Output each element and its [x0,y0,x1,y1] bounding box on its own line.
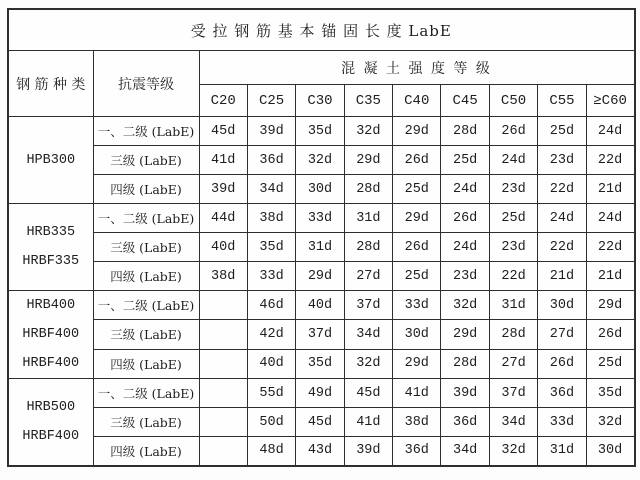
value-cell: 28d [441,117,489,146]
value-cell: 39d [441,379,489,408]
value-cell: 37d [489,379,537,408]
value-cell: 32d [296,146,344,175]
value-cell: 22d [586,233,634,262]
value-cell: 38d [393,408,441,437]
value-cell: 41d [199,146,247,175]
value-cell [199,408,247,437]
value-cell: 32d [489,437,537,466]
seismic-grade-label-cell: 一、二级 (LabE) [93,204,199,233]
value-cell [199,291,247,320]
value-cell: 37d [296,320,344,349]
value-cell: 28d [344,233,392,262]
value-cell: 22d [538,233,586,262]
value-cell: 33d [296,204,344,233]
value-cell: 23d [441,262,489,291]
table-row [8,349,635,378]
value-cell: 34d [441,437,489,466]
grade-header-cell: ≥C60 [586,85,634,117]
rebar-type-line: HPB300 [26,152,76,168]
table-row [8,291,635,320]
value-cell: 36d [538,379,586,408]
value-cell: 50d [247,408,295,437]
rebar-type-line: HRBF400 [22,356,80,371]
value-cell: 39d [344,437,392,466]
table-row [8,379,635,408]
value-cell: 21d [538,262,586,291]
value-cell: 31d [489,291,537,320]
value-cell: 45d [296,408,344,437]
value-cell: 23d [489,233,537,262]
value-cell: 26d [441,204,489,233]
value-cell [199,437,247,466]
table-row [8,204,635,233]
table-row [8,233,635,262]
value-cell [199,349,247,378]
seismic-grade-label-cell: 四级 (LabE) [93,437,199,466]
table-row [8,175,635,204]
value-cell: 29d [441,320,489,349]
value-cell: 34d [247,175,295,204]
value-cell: 33d [538,408,586,437]
value-cell: 25d [538,117,586,146]
seismic-grade-label-cell: 一、二级 (LabE) [93,117,199,146]
value-cell: 25d [393,175,441,204]
value-cell: 31d [296,233,344,262]
value-cell: 45d [199,117,247,146]
value-cell: 24d [441,233,489,262]
value-cell: 35d [247,233,295,262]
value-cell: 41d [393,379,441,408]
seismic-grade-label-cell: 三级 (LabE) [93,146,199,175]
value-cell: 24d [586,204,634,233]
value-cell: 36d [247,146,295,175]
value-cell: 42d [247,320,295,349]
seismic-grade-label-cell: 三级 (LabE) [93,408,199,437]
concrete-strength-group-header: 混 凝 土 强 度 等 级 [199,51,635,85]
rebar-type-line: HRB400 [26,298,76,313]
grade-header-cell: C30 [296,85,344,117]
table-row [8,320,635,349]
value-cell: 45d [344,379,392,408]
value-cell: 26d [489,117,537,146]
value-cell: 36d [441,408,489,437]
rebar-type-line: HRBF400 [22,327,80,342]
value-cell: 24d [441,175,489,204]
rebar-type-line: HRBF335 [22,254,80,269]
grade-header-cell: C35 [344,85,392,117]
grade-header-cell: C25 [247,85,295,117]
value-cell: 21d [586,262,634,291]
value-cell: 43d [296,437,344,466]
value-cell: 38d [247,204,295,233]
value-cell: 40d [247,349,295,378]
grade-header-cell: C40 [393,85,441,117]
value-cell: 37d [344,291,392,320]
value-cell: 35d [586,379,634,408]
value-cell: 31d [538,437,586,466]
seismic-grade-label-cell: 四级 (LabE) [93,175,199,204]
value-cell: 26d [393,233,441,262]
value-cell: 28d [344,175,392,204]
value-cell: 27d [344,262,392,291]
value-cell: 32d [344,117,392,146]
value-cell: 55d [247,379,295,408]
seismic-grade-label-cell: 四级 (LabE) [93,262,199,291]
rebar-type-cell [8,117,93,204]
table-row [8,262,635,291]
value-cell: 35d [296,117,344,146]
value-cell [199,320,247,349]
table-row [8,146,635,175]
seismic-grade-label-cell: 三级 (LabE) [93,320,199,349]
value-cell: 32d [441,291,489,320]
value-cell: 22d [538,175,586,204]
value-cell: 24d [489,146,537,175]
value-cell: 29d [393,204,441,233]
value-cell: 33d [393,291,441,320]
seismic-grade-label-cell: 三级 (LabE) [93,233,199,262]
table-body [8,117,635,466]
value-cell: 23d [538,146,586,175]
value-cell: 36d [393,437,441,466]
value-cell: 28d [489,320,537,349]
rebar-type-cell [8,379,93,466]
seismic-grade-label-cell: 四级 (LabE) [93,349,199,378]
table-title-row [8,9,635,51]
grade-header-cell: C50 [489,85,537,117]
value-cell: 24d [586,117,634,146]
seismic-grade-label-cell: 一、二级 (LabE) [93,379,199,408]
grade-header-cell: C55 [538,85,586,117]
value-cell: 41d [344,408,392,437]
value-cell: 39d [199,175,247,204]
value-cell: 30d [586,437,634,466]
value-cell: 29d [344,146,392,175]
value-cell: 33d [247,262,295,291]
value-cell: 48d [247,437,295,466]
value-cell: 30d [538,291,586,320]
rebar-type-header: 钢 筋 种 类 [8,51,93,117]
value-cell: 35d [296,349,344,378]
rebar-type-cell [8,204,93,291]
value-cell: 27d [538,320,586,349]
value-cell: 26d [538,349,586,378]
value-cell: 28d [441,349,489,378]
value-cell: 30d [393,320,441,349]
value-cell: 34d [489,408,537,437]
value-cell: 34d [344,320,392,349]
grade-header-cell: C45 [441,85,489,117]
seismic-grade-header: 抗震等级 [93,51,199,117]
value-cell: 29d [586,291,634,320]
table-row [8,408,635,437]
value-cell: 21d [586,175,634,204]
rebar-type-line: HRB335 [26,225,76,240]
table-title: 受 拉 钢 筋 基 本 锚 固 长 度 LabE [8,9,635,51]
value-cell: 23d [489,175,537,204]
rebar-type-line: HRB500 [26,399,76,415]
table-row [8,437,635,466]
value-cell: 25d [441,146,489,175]
value-cell: 31d [344,204,392,233]
anchorage-length-table [7,8,636,467]
value-cell: 29d [393,117,441,146]
grade-header-cell: C20 [199,85,247,117]
value-cell: 25d [489,204,537,233]
value-cell: 49d [296,379,344,408]
value-cell: 26d [586,320,634,349]
value-cell: 38d [199,262,247,291]
value-cell: 32d [586,408,634,437]
value-cell: 22d [586,146,634,175]
value-cell: 44d [199,204,247,233]
value-cell: 22d [489,262,537,291]
value-cell: 26d [393,146,441,175]
value-cell: 40d [199,233,247,262]
value-cell: 27d [489,349,537,378]
value-cell: 30d [296,175,344,204]
value-cell: 25d [586,349,634,378]
value-cell: 46d [247,291,295,320]
value-cell: 29d [296,262,344,291]
table-row [8,117,635,146]
value-cell: 29d [393,349,441,378]
value-cell: 39d [247,117,295,146]
seismic-grade-label-cell: 一、二级 (LabE) [93,291,199,320]
rebar-type-line: HRBF400 [22,428,80,444]
value-cell: 32d [344,349,392,378]
value-cell: 24d [538,204,586,233]
rebar-type-cell [8,291,93,379]
header-row-groups [8,51,635,85]
value-cell: 40d [296,291,344,320]
value-cell: 25d [393,262,441,291]
value-cell [199,379,247,408]
